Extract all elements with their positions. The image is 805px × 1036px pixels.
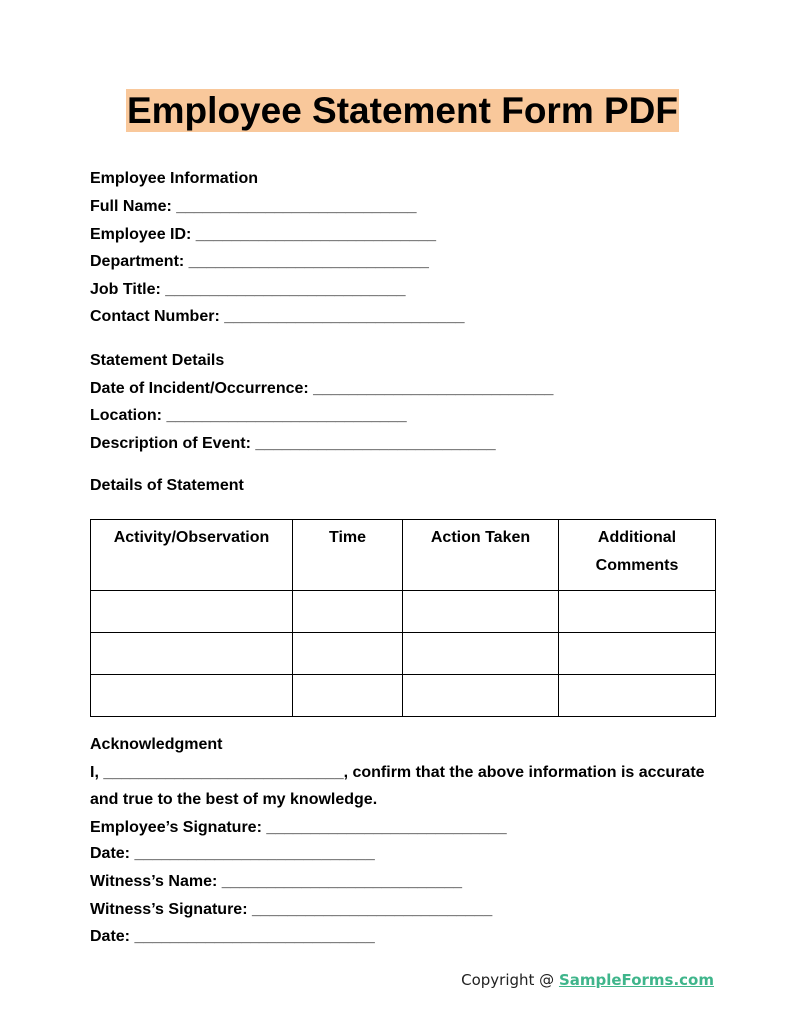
table-cell: [559, 633, 716, 675]
table-cell: [293, 591, 403, 633]
incident-date-field: Date of Incident/Occurrence: ___________________________: [90, 380, 554, 397]
job-title-field: Job Title: ___________________________: [90, 281, 406, 298]
table-row: [91, 633, 716, 675]
header-activity: Activity/Observation: [91, 520, 293, 591]
table-cell: [559, 675, 716, 717]
table-cell: [403, 591, 559, 633]
table-cell: [403, 675, 559, 717]
header-additional-comments: [559, 520, 716, 591]
department-field: Department: ___________________________: [90, 253, 429, 270]
copyright-text: Copyright @: [461, 971, 559, 989]
statement-table: [90, 519, 716, 717]
witness-date-field: Date: ___________________________: [90, 928, 375, 945]
full-name-field: Full Name: ___________________________: [90, 198, 417, 215]
description-field: Description of Event: ___________________________: [90, 435, 496, 452]
contact-number-field: Contact Number: ___________________________: [90, 308, 465, 325]
page-title: Employee Statement Form PDF: [126, 90, 678, 131]
acknowledgment-statement-line2: and true to the best of my knowledge.: [90, 791, 378, 808]
employee-date-field: Date: ___________________________: [90, 845, 375, 862]
table-cell: [91, 633, 293, 675]
acknowledgment-heading: Acknowledgment: [90, 736, 223, 753]
header-additional-comments-label: Additional Comments: [595, 529, 679, 574]
employee-signature-field: Employee’s Signature: ___________________________: [90, 819, 507, 836]
table-cell: [293, 633, 403, 675]
sampleforms-link[interactable]: SampleForms.com: [558, 971, 714, 989]
table-cell: [91, 675, 293, 717]
table-header-row: [91, 520, 716, 591]
table-row: [91, 675, 716, 717]
table-cell: [403, 633, 559, 675]
copyright-footer: [461, 970, 714, 990]
witness-signature-field: Witness’s Signature: ___________________________: [90, 901, 493, 918]
location-field: Location: ___________________________: [90, 407, 407, 424]
acknowledgment-statement-line1: I, ___________________________, confirm that the above information is accurate: [90, 764, 705, 781]
table-cell: [293, 675, 403, 717]
witness-name-field: Witness’s Name: ___________________________: [90, 873, 463, 890]
header-action-taken: Action Taken: [403, 520, 559, 591]
details-of-statement-heading: Details of Statement: [90, 477, 244, 494]
table-cell: [91, 591, 293, 633]
employee-info-heading: Employee Information: [90, 170, 259, 187]
header-time: Time: [293, 520, 403, 591]
statement-details-heading: Statement Details: [90, 352, 225, 369]
title-wrapper: [0, 89, 805, 132]
table-row: [91, 591, 716, 633]
employee-id-field: Employee ID: ___________________________: [90, 226, 437, 243]
table-cell: [559, 591, 716, 633]
